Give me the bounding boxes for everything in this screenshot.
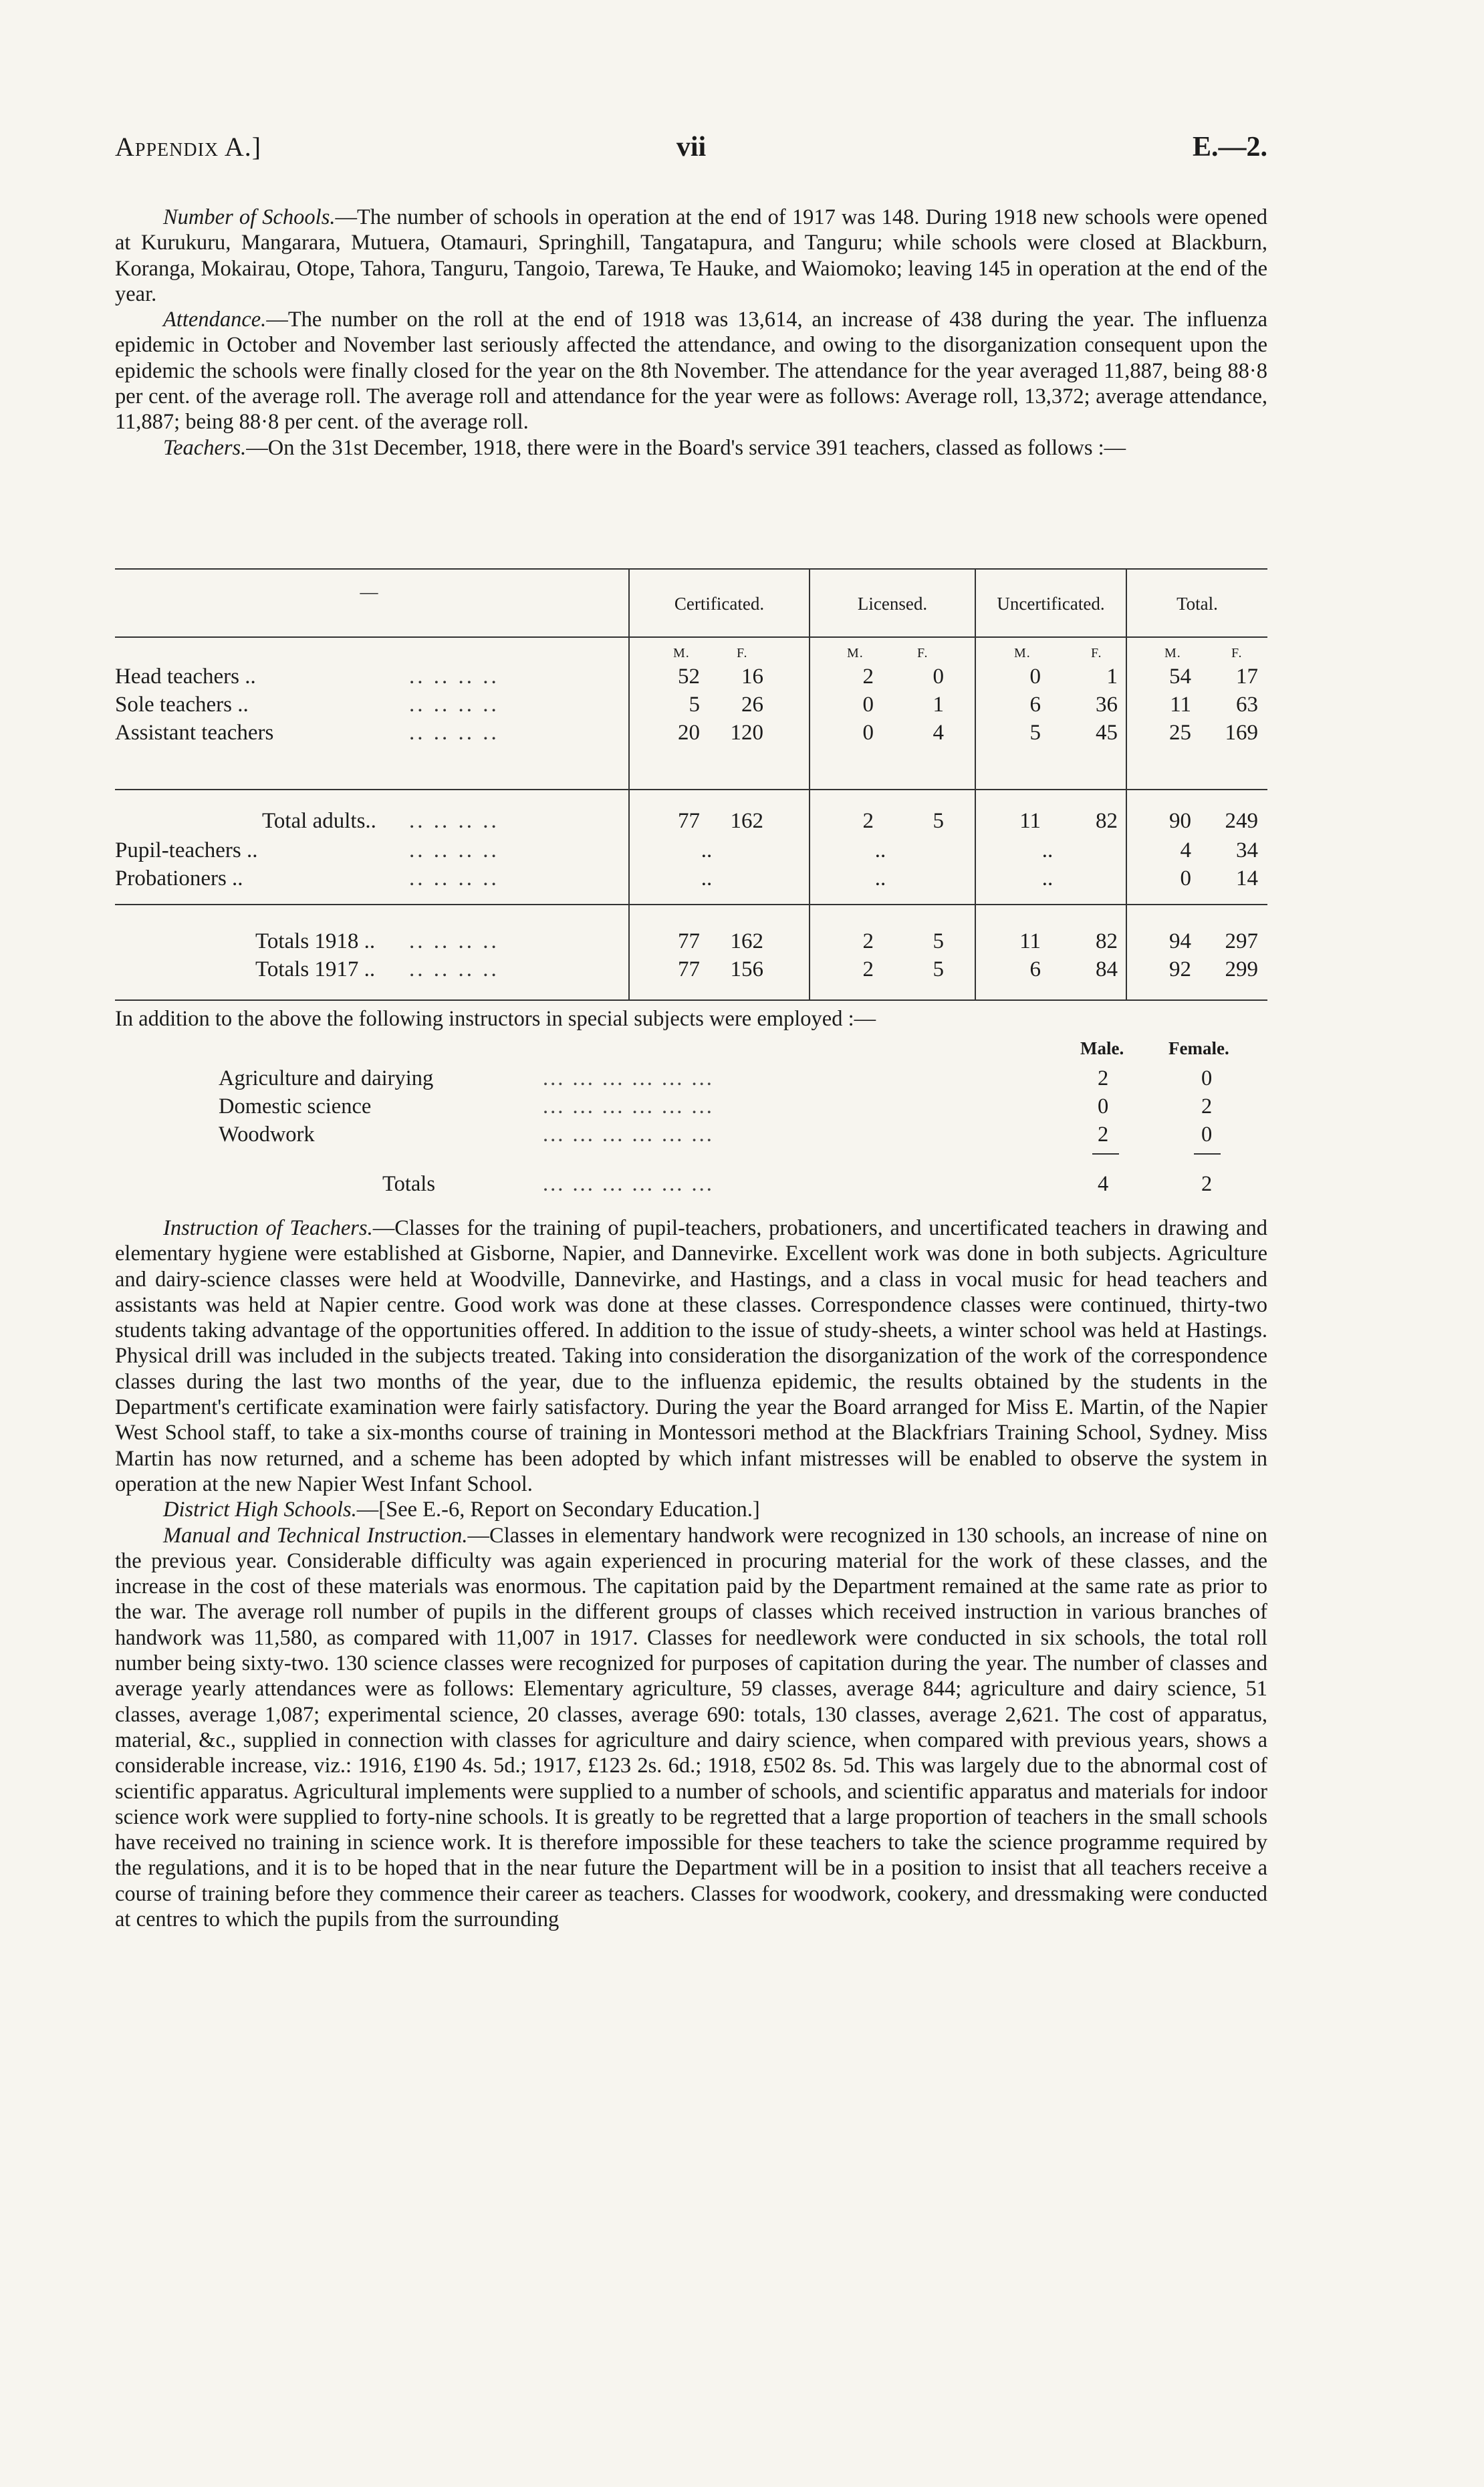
table-cell: 297 bbox=[1225, 929, 1258, 953]
table-cell: 94 bbox=[1169, 929, 1191, 953]
table-cell: 0 bbox=[1029, 665, 1041, 689]
row-leader: .. .. .. .. bbox=[409, 838, 499, 862]
heading-district-high-schools: District High Schools. bbox=[163, 1498, 357, 1522]
row-label: Pupil-teachers .. bbox=[115, 838, 258, 862]
instructor-female-count: 2 bbox=[1201, 1094, 1213, 1118]
table-cell: .. bbox=[874, 866, 886, 891]
table-cell: 5 bbox=[1029, 721, 1041, 745]
row-leader: .. .. .. .. bbox=[409, 809, 499, 833]
table-cell: 36 bbox=[1096, 693, 1118, 717]
table-cell: 77 bbox=[678, 957, 700, 981]
table-cell: 2 bbox=[862, 809, 874, 833]
table-rule-totals bbox=[115, 904, 1267, 905]
instructor-subject: Agriculture and dairying bbox=[219, 1066, 434, 1090]
instructor-subject: Woodwork bbox=[219, 1122, 315, 1147]
header-report-code: E.—2. bbox=[1192, 132, 1267, 162]
instructors-totals-label: Totals bbox=[382, 1172, 435, 1196]
row-label: Probationers .. bbox=[115, 866, 243, 891]
header-appendix: Appendix A.] bbox=[115, 132, 262, 162]
paragraph-attendance: Attendance.—The number on the roll at the end of 1918 was 13,614, an increase of 438 during the year. The influenza epidemic in October and November last seriously affected the attendance, and owing to the disorganization consequent upon the epidemic the schools were finally closed for the year on the 8th November. The attendance for the year averaged 11,887, being 88·8 per cent. of the average roll. The average roll and attendance for the year were as follows: Average roll, 13,372; average attendance, 11,887; being 88·8 per cent. of the average roll. bbox=[115, 308, 1267, 435]
row-label: Totals 1918 .. bbox=[255, 929, 376, 953]
row-leader: .. .. .. .. bbox=[409, 866, 499, 891]
table-cell: 11 bbox=[1170, 693, 1191, 717]
table-cell: 169 bbox=[1225, 721, 1258, 745]
table-cell: .. bbox=[874, 838, 886, 862]
table-cell: 77 bbox=[678, 929, 700, 953]
table-cell: 82 bbox=[1096, 809, 1118, 833]
heading-instruction-of-teachers: Instruction of Teachers. bbox=[163, 1216, 373, 1240]
instructor-leader: ... ... ... ... ... ... bbox=[543, 1122, 714, 1147]
instructor-male-count: 0 bbox=[1098, 1094, 1109, 1118]
table-cell: 92 bbox=[1169, 957, 1191, 981]
row-leader: .. .. .. .. bbox=[409, 665, 499, 689]
table-cell: 5 bbox=[933, 957, 944, 981]
paragraph-district-high-schools: District High Schools.—[See E.-6, Report on Secondary Education.] bbox=[163, 1498, 760, 1522]
row-label: Sole teachers .. bbox=[115, 693, 249, 717]
table-cell: 299 bbox=[1225, 957, 1258, 981]
paragraph-teachers: Teachers.—On the 31st December, 1918, there were in the Board's service 391 teachers, classed as follows :— bbox=[163, 435, 1126, 460]
m-column-label: M. bbox=[673, 646, 690, 661]
instructors-totals-male: 4 bbox=[1098, 1172, 1109, 1196]
heading-teachers: Teachers. bbox=[163, 435, 247, 460]
table-cell: 84 bbox=[1096, 957, 1118, 981]
table-cell: 5 bbox=[933, 929, 944, 953]
instructors-totals-female: 2 bbox=[1201, 1172, 1213, 1196]
bottom-section bbox=[115, 1215, 1267, 1932]
table-cell: 1 bbox=[933, 693, 944, 717]
teachers-table bbox=[115, 568, 1267, 1003]
header-corner: — bbox=[360, 582, 378, 602]
m-column-label: M. bbox=[847, 646, 864, 661]
col-divider-4 bbox=[1126, 568, 1127, 999]
row-leader: .. .. .. .. bbox=[409, 693, 499, 717]
instructor-female-count: 0 bbox=[1201, 1066, 1213, 1090]
table-cell: 0 bbox=[862, 721, 874, 745]
row-leader: .. .. .. .. bbox=[409, 721, 499, 745]
instructors-table bbox=[115, 1006, 1267, 1207]
f-column-label: F. bbox=[1091, 646, 1102, 661]
table-cell: 4 bbox=[1180, 838, 1191, 862]
table-cell: 5 bbox=[689, 693, 700, 717]
header-page-number: vii bbox=[676, 132, 707, 162]
header-licensed: Licensed. bbox=[857, 594, 928, 614]
row-label: Head teachers .. bbox=[115, 665, 256, 689]
row-leader: .. .. .. .. bbox=[409, 929, 499, 953]
table-cell: 82 bbox=[1096, 929, 1118, 953]
heading-attendance: Attendance. bbox=[163, 308, 267, 332]
table-cell: .. bbox=[1041, 838, 1054, 862]
table-cell: .. bbox=[701, 866, 713, 891]
instructor-leader: ... ... ... ... ... ... bbox=[543, 1094, 714, 1118]
col-divider-2 bbox=[809, 568, 810, 999]
table-cell: 6 bbox=[1029, 693, 1041, 717]
table-cell: 16 bbox=[741, 665, 763, 689]
m-column-label: M. bbox=[1014, 646, 1031, 661]
table-cell: 25 bbox=[1169, 721, 1191, 745]
table-cell: 4 bbox=[933, 721, 944, 745]
table-cell: 20 bbox=[678, 721, 700, 745]
table-cell: 54 bbox=[1169, 665, 1191, 689]
table-cell: 11 bbox=[1019, 929, 1041, 953]
instructors-intro: In addition to the above the following instructors in special subjects were employed :— bbox=[115, 1007, 876, 1031]
table-cell: 5 bbox=[933, 809, 944, 833]
table-cell: 162 bbox=[730, 809, 763, 833]
header-total: Total. bbox=[1177, 594, 1218, 614]
top-section bbox=[115, 205, 1267, 461]
table-cell: .. bbox=[1041, 866, 1054, 891]
table-cell: 0 bbox=[1180, 866, 1191, 891]
table-rule-subtotal bbox=[115, 789, 1267, 790]
table-cell: 156 bbox=[730, 957, 763, 981]
table-cell: 26 bbox=[741, 693, 763, 717]
table-cell: 52 bbox=[678, 665, 700, 689]
table-cell: 0 bbox=[933, 665, 944, 689]
instructor-male-count: 2 bbox=[1098, 1066, 1109, 1090]
instructors-female-header: Female. bbox=[1168, 1038, 1229, 1058]
paragraph-number-of-schools: Number of Schools.—The number of schools in operation at the end of 1917 was 148. During 1918 new schools were opened at Kurukuru, Mangarara, Mutuera, Otamauri, Springhill, Tangatapura, and Tanguru; while schools were closed at Blackburn, Koranga, Mokairau, Otope, Tahora, Tanguru, Tangoio, Tarewa, Te Hauke, and Waiomoko; leaving 145 in operation at the end of the year. bbox=[115, 205, 1267, 306]
instructor-male-count: 2 bbox=[1098, 1122, 1109, 1147]
table-cell: 0 bbox=[862, 693, 874, 717]
table-cell: 14 bbox=[1236, 866, 1258, 891]
table-cell: 6 bbox=[1029, 957, 1041, 981]
table-cell: 2 bbox=[862, 929, 874, 953]
paragraph-instruction-of-teachers: Instruction of Teachers.—Classes for the training of pupil-teachers, probationers, and uncertificated teachers in drawing and elementary hygiene were established at Gisborne, Napier, and Dannevirke. Excellent work was done in both subjects. Agriculture and dairy-science classes were held at Woodville, Dannevirke, and Hastings, and a class in vocal music for head teachers and assistants was held at Napier centre. Good work was done at these classes. Correspondence classes were continued, thirty-two students taking advantage of the opportunities offered. In addition to the issue of study-sheets, a winter school was held at Hastings. Physical drill was included in the subjects treated. Taking into consideration the disorganization of the work of the correspondence classes during the last two months of the year, due to the influenza epidemic, the results obtained by the students in the Department's certificate examination were fairly satisfactory. During the year the Board arranged for Miss E. Martin, of the Napier West School staff, to take a six-months course of training in Montessori method at the Blackfriars Training School, Sydney. Miss Martin has now returned, and a scheme has been adopted by which infant mistresses will be enabled to observe the system in operation at the new Napier West Infant School. bbox=[115, 1216, 1267, 1496]
page-header bbox=[115, 131, 1267, 171]
table-cell: 90 bbox=[1169, 809, 1191, 833]
table-rule-bottom bbox=[115, 999, 1267, 1001]
instructor-female-count: 0 bbox=[1201, 1122, 1213, 1147]
paragraph-manual-technical: Manual and Technical Instruction.—Classes in elementary handwork were recognized in 130 schools, an increase of nine on the previous year. Considerable difficulty was again experienced in procuring material for the work of these classes, and the increase in the cost of these materials was enormous. The capitation paid by the Department remained at the same rate as prior to the war. The average roll number of pupils in the different groups of classes which received instruction in various branches of handwork was 11,580, as compared with 11,007 in 1917. Classes for needlework were conducted in six schools, the total roll number being sixty-two. 130 science classes were recognized for purposes of capitation during the year. The number of classes and average yearly attendances were as follows: Elementary agriculture, 59 classes, average 844; agriculture and dairy science, 51 classes, average 1,087; experimental science, 20 classes, average 690: totals, 130 classes, average 2,621. The cost of apparatus, material, &c., supplied in connection with classes for agriculture and dairy science, when compared with previous years, shows a considerable increase, viz.: 1916, £190 4s. 5d.; 1917, £123 2s. 6d.; 1918, £502 8s. 5d. This was largely due to the abnormal cost of scientific apparatus. Agricultural implements were supplied to a number of schools, and scientific apparatus and materials for indoor science work were supplied to forty-nine schools. It is greatly to be regretted that a large proportion of teachers in the small schools have received no training in science work. It is therefore impossible for these teachers to take the science programme required by the regulations, and it is to be hoped that in the near future the Department will be in a position to insist that all teachers receive a course of training before they commence their career as teachers. Classes for woodwork, cookery, and dressmaking were conducted at centres to which the pupils from the surrounding bbox=[115, 1523, 1267, 1932]
table-cell: 162 bbox=[730, 929, 763, 953]
table-cell: 2 bbox=[862, 957, 874, 981]
row-leader: .. .. .. .. bbox=[409, 957, 499, 981]
table-cell: 2 bbox=[862, 665, 874, 689]
heading-manual-technical: Manual and Technical Instruction. bbox=[163, 1523, 468, 1548]
row-label: Total adults.. bbox=[262, 809, 376, 833]
table-cell: 249 bbox=[1225, 809, 1258, 833]
table-cell: 17 bbox=[1236, 665, 1258, 689]
table-cell: .. bbox=[701, 838, 713, 862]
table-cell: 63 bbox=[1236, 693, 1258, 717]
table-cell: 11 bbox=[1019, 809, 1041, 833]
heading-number-of-schools: Number of Schools. bbox=[163, 205, 336, 229]
instructor-subject: Domestic science bbox=[219, 1094, 372, 1118]
row-label: Totals 1917 .. bbox=[255, 957, 376, 981]
instructors-female-rule bbox=[1194, 1153, 1221, 1155]
col-divider-3 bbox=[975, 568, 976, 999]
header-uncertificated: Uncertificated. bbox=[997, 594, 1105, 614]
table-rule-header bbox=[115, 636, 1267, 638]
f-column-label: F. bbox=[917, 646, 929, 661]
instructor-leader: ... ... ... ... ... ... bbox=[543, 1066, 714, 1090]
table-cell: 77 bbox=[678, 809, 700, 833]
instructors-male-header: Male. bbox=[1080, 1038, 1124, 1058]
instructors-totals-leader: ... ... ... ... ... ... bbox=[543, 1172, 714, 1196]
row-label: Assistant teachers bbox=[115, 721, 274, 745]
m-column-label: M. bbox=[1164, 646, 1181, 661]
header-certificated: Certificated. bbox=[674, 594, 765, 614]
table-cell: 120 bbox=[730, 721, 763, 745]
instructors-male-rule bbox=[1092, 1153, 1119, 1155]
table-cell: 34 bbox=[1236, 838, 1258, 862]
table-rule-top bbox=[115, 568, 1267, 570]
table-cell: 45 bbox=[1096, 721, 1118, 745]
col-divider-1 bbox=[628, 568, 630, 999]
f-column-label: F. bbox=[1231, 646, 1243, 661]
table-cell: 1 bbox=[1106, 665, 1118, 689]
f-column-label: F. bbox=[737, 646, 748, 661]
